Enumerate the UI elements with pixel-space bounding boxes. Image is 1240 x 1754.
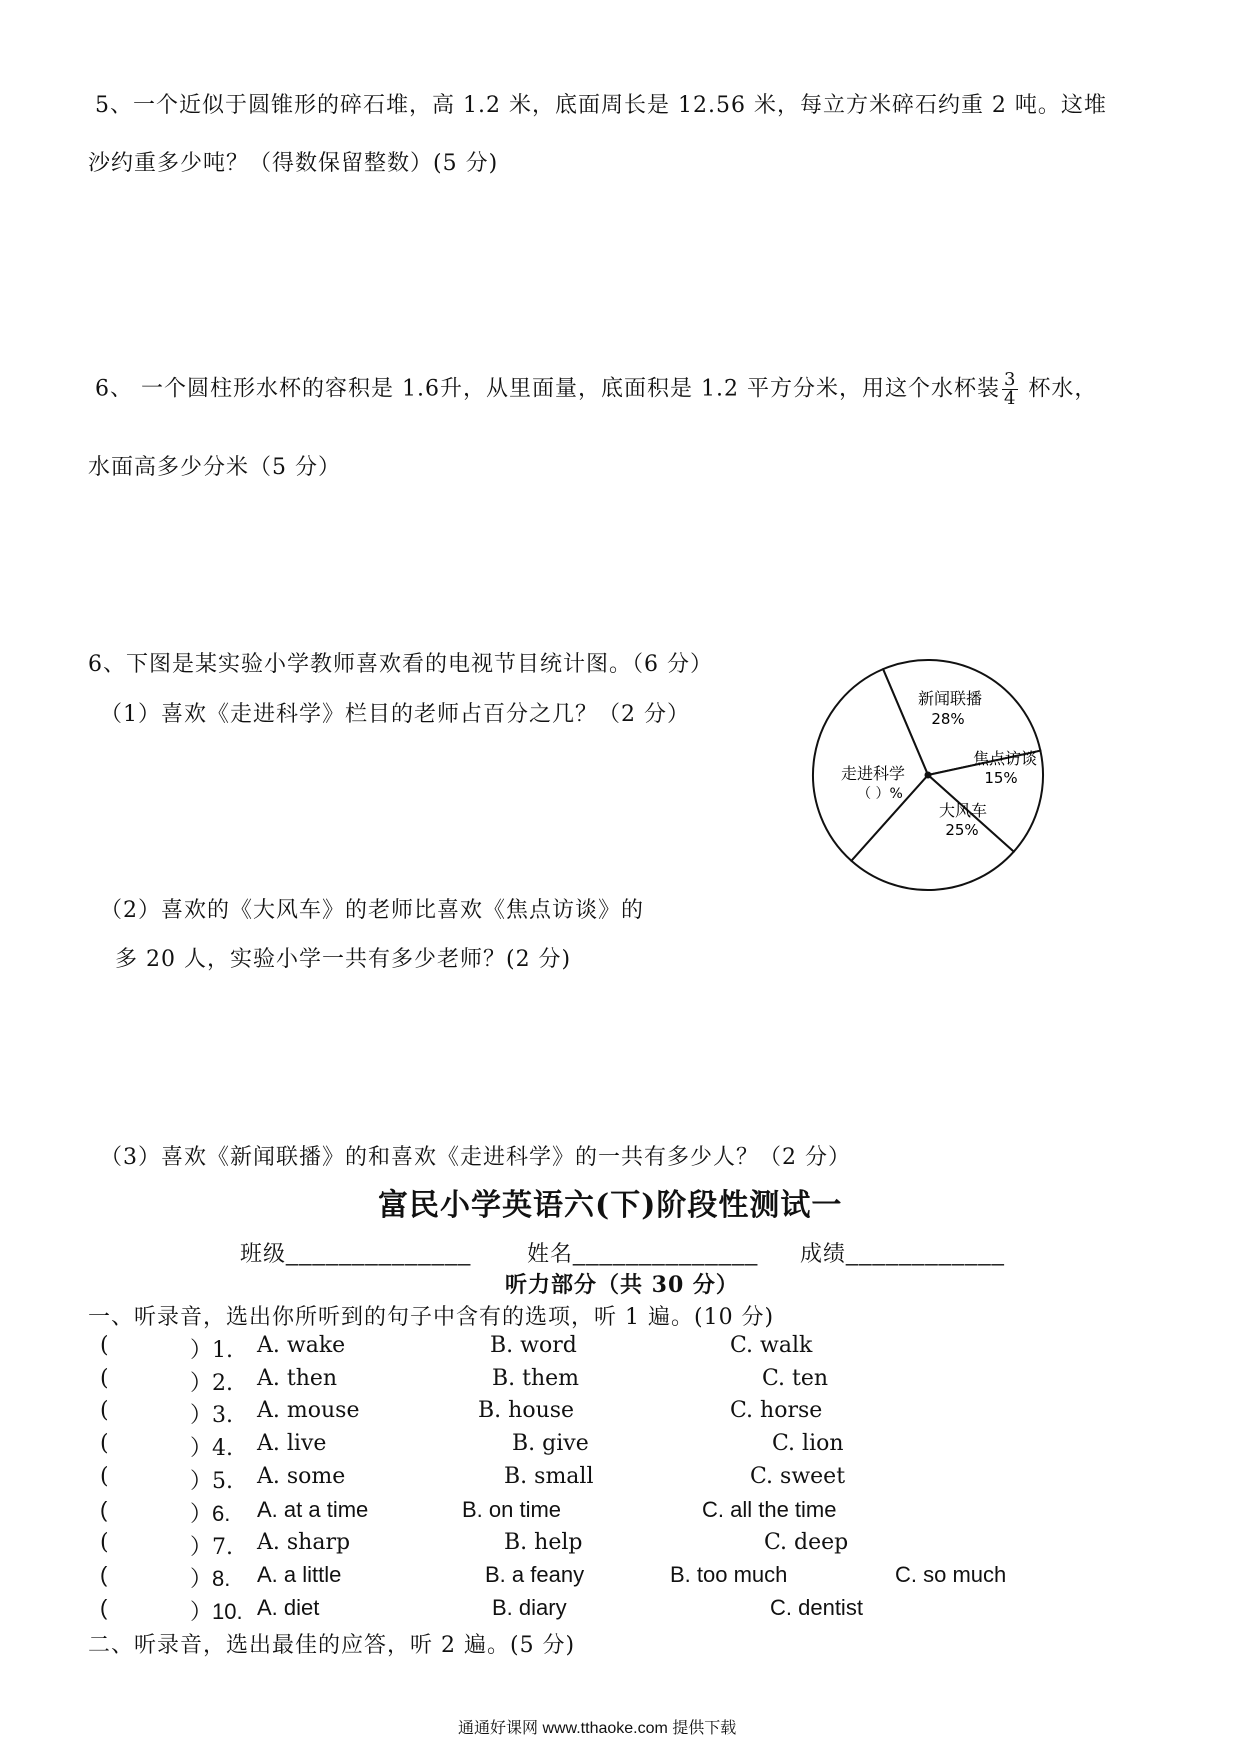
slice-value-xinwen: 28% [931, 710, 965, 728]
question-number: ）5. [190, 1469, 233, 1494]
answer-blank-paren: ( [100, 1562, 108, 1587]
pie-center-dot [925, 772, 932, 779]
question-6b-sub1: （1）喜欢《走进科学》栏目的老师占百分之几？（2 分） [100, 702, 690, 727]
question-number: ）8. [190, 1566, 231, 1591]
option-a: A. sharp [257, 1530, 351, 1555]
option-b: B. small [504, 1464, 594, 1489]
question-6-text-before: 6、 一个圆柱形水杯的容积是 1.6升，从里面量，底面积是 1.2 平方分米，用这个水杯装 [95, 376, 1000, 402]
pie-chart [800, 655, 1065, 895]
slice-label-dafengche: 大风车 [938, 801, 988, 820]
option-c: C. dentist [770, 1595, 863, 1620]
option-d: C. so much [895, 1562, 1007, 1587]
question-6b-sub3: （3）喜欢《新闻联播》的和喜欢《走进科学》的一共有多少人？（2 分） [100, 1145, 851, 1170]
question-6-text-after: 杯水， [1020, 376, 1098, 402]
answer-blank-paren: ( [100, 1333, 109, 1358]
answer-blank-paren: ( [100, 1595, 108, 1620]
question-number: ）10. [190, 1599, 243, 1624]
slice-label-xinwen: 新闻联播 [917, 689, 983, 708]
option-a: A. mouse [257, 1398, 360, 1423]
option-c: C. lion [772, 1431, 844, 1456]
option-b: B. them [492, 1366, 580, 1391]
answer-blank-paren: ( [100, 1497, 108, 1522]
slice-value-dafengche: 25% [945, 821, 979, 839]
question-6-line1 [95, 371, 1097, 408]
option-a: A. some [257, 1464, 346, 1489]
option-a: A. diet [257, 1595, 320, 1620]
answer-blank-paren: ( [100, 1398, 109, 1423]
question-row [0, 1562, 1240, 1592]
question-number: ）1. [190, 1338, 233, 1363]
score-field: 成绩____________ [800, 1241, 1005, 1266]
option-c: C. sweet [750, 1464, 846, 1489]
question-row [0, 1431, 1240, 1461]
question-row [0, 1497, 1240, 1527]
question-5-line1: 5、一个近似于圆锥形的碎石堆，高 1.2 米，底面周长是 12.56 米，每立方米碎石约重 2 吨。这堆 [95, 93, 1107, 118]
page-footer: 通通好课网 www.tthaoke.com 提供下载 [458, 1720, 737, 1737]
part1-title: 一、听录音，选出你所听到的句子中含有的选项，听 1 遍。(10 分) [88, 1305, 775, 1330]
option-b: B. word [490, 1333, 577, 1358]
option-b: B. on time [462, 1497, 562, 1522]
option-b: B. a feany [485, 1562, 585, 1587]
question-row [0, 1333, 1240, 1363]
fraction-numerator: 3 [1003, 369, 1017, 390]
question-row [0, 1464, 1240, 1494]
english-test-title: 富民小学英语六(下)阶段性测试一 [378, 1188, 843, 1223]
option-a: A. then [257, 1366, 338, 1391]
option-a: A. wake [257, 1333, 346, 1358]
question-row [0, 1398, 1240, 1428]
name-field: 姓名______________ [527, 1241, 759, 1266]
option-b: B. diary [492, 1595, 567, 1620]
slice-value-jiaodian: 15% [984, 769, 1018, 787]
question-number: ）2. [190, 1371, 233, 1396]
answer-blank-paren: ( [100, 1464, 109, 1489]
question-number: ）6. [190, 1501, 231, 1526]
option-c: C. horse [730, 1398, 823, 1423]
question-row [0, 1530, 1240, 1560]
slice-label-jiaodian: 焦点访谈 [972, 749, 1038, 768]
option-c: C. ten [762, 1366, 829, 1391]
question-6b-sub2-line2: 多 20 人，实验小学一共有多少老师？(2 分) [115, 947, 572, 972]
answer-blank-paren: ( [100, 1366, 109, 1391]
question-row [0, 1595, 1240, 1625]
question-number: ）4. [190, 1436, 233, 1461]
question-number: ）7. [190, 1535, 233, 1560]
option-b: B. give [512, 1431, 589, 1456]
option-c: B. too much [670, 1562, 788, 1587]
answer-blank-paren: ( [100, 1530, 109, 1555]
slice-value-zoujin: （ ）% [857, 786, 903, 802]
option-a: A. at a time [257, 1497, 369, 1522]
fraction-three-quarters [1002, 371, 1018, 408]
question-row [0, 1366, 1240, 1396]
class-field: 班级______________ [240, 1241, 472, 1266]
question-5-line2: 沙约重多少吨？（得数保留整数）(5 分) [88, 151, 499, 176]
listening-section-title: 听力部分（共 30 分） [505, 1272, 739, 1298]
question-number: ）3. [190, 1403, 233, 1428]
option-c: C. walk [730, 1333, 813, 1358]
slice-label-zoujin: 走进科学 [840, 764, 906, 783]
option-c: C. all the time [702, 1497, 837, 1522]
option-a: A. a little [257, 1562, 342, 1587]
option-a: A. live [257, 1431, 327, 1456]
option-b: B. help [504, 1530, 583, 1555]
answer-blank-paren: ( [100, 1431, 109, 1456]
fraction-denominator: 4 [1003, 388, 1017, 409]
question-6b-sub2-line1: （2）喜欢的《大风车》的老师比喜欢《焦点访谈》的 [100, 898, 644, 923]
question-6-line2: 水面高多少分米（5 分） [88, 455, 341, 480]
option-c: C. deep [764, 1530, 849, 1555]
option-b: B. house [478, 1398, 575, 1423]
question-6b-title: 6、下图是某实验小学教师喜欢看的电视节目统计图。（6 分） [88, 652, 713, 677]
part2-title: 二、听录音，选出最佳的应答，听 2 遍。(5 分) [88, 1633, 576, 1658]
